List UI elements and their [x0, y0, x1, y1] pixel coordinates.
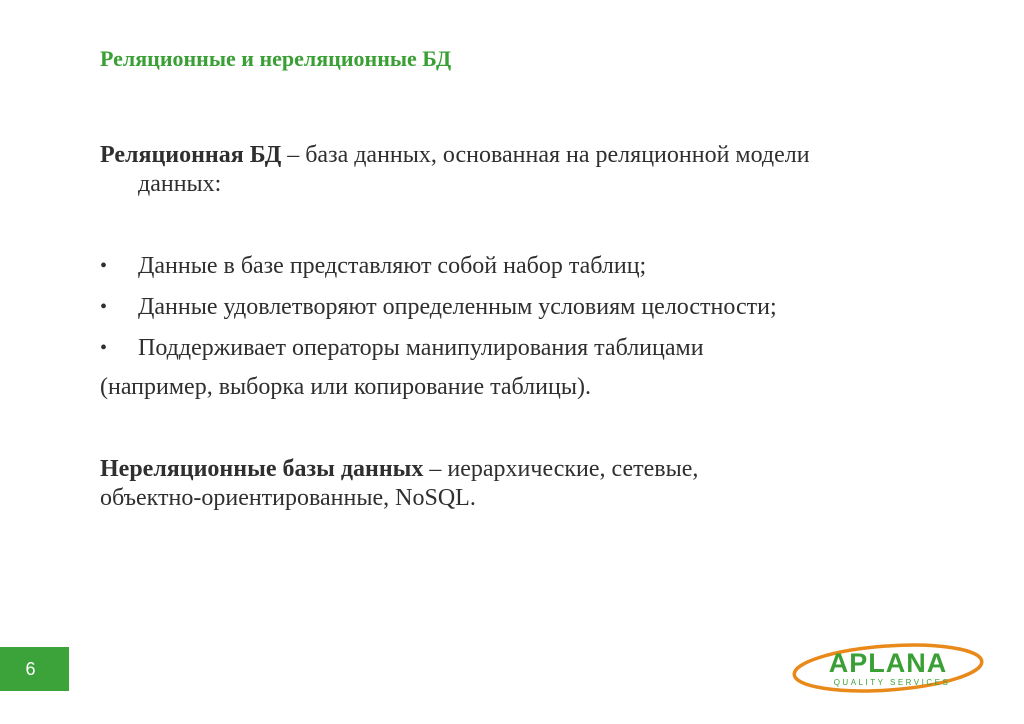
list-item	[100, 334, 980, 375]
relational-term: Реляционная БД	[100, 142, 282, 168]
bullet-icon: •	[100, 296, 108, 318]
logo-wordmark: APLANA	[828, 648, 948, 678]
list-item-text: Данные удовлетворяют определенным условиям целостности;	[138, 294, 777, 320]
nonrelational-definition-text: – иерархические, сетевые,	[423, 456, 699, 482]
list-item-text: Поддерживает операторы манипулирования таблицами	[138, 335, 704, 361]
relational-definition-text: – база данных, основанная на реляционной модели	[281, 142, 810, 168]
aplana-logo-icon	[788, 640, 988, 696]
nonrelational-term: Нереляционные базы данных	[100, 456, 424, 482]
logo-tagline: QUALITY SERVICES	[833, 678, 951, 687]
page-number: 6	[0, 647, 69, 691]
bullet-icon: •	[100, 337, 108, 359]
list-continuation: (например, выборка или копирование таблицы).	[100, 374, 591, 400]
bullet-icon: •	[100, 255, 108, 277]
relational-definition-continuation: данных:	[138, 171, 222, 197]
slide-title: Реляционные и нереляционные БД	[100, 46, 452, 71]
relational-properties-list	[100, 252, 980, 375]
nonrelational-definition	[100, 455, 980, 513]
list-item	[100, 252, 980, 293]
nonrelational-definition-continuation: объектно-ориентированные, NoSQL.	[100, 485, 476, 511]
relational-definition	[100, 141, 980, 199]
list-item-text: Данные в базе представляют собой набор таблиц;	[138, 253, 647, 279]
list-item	[100, 293, 980, 334]
aplana-logo	[788, 640, 988, 696]
